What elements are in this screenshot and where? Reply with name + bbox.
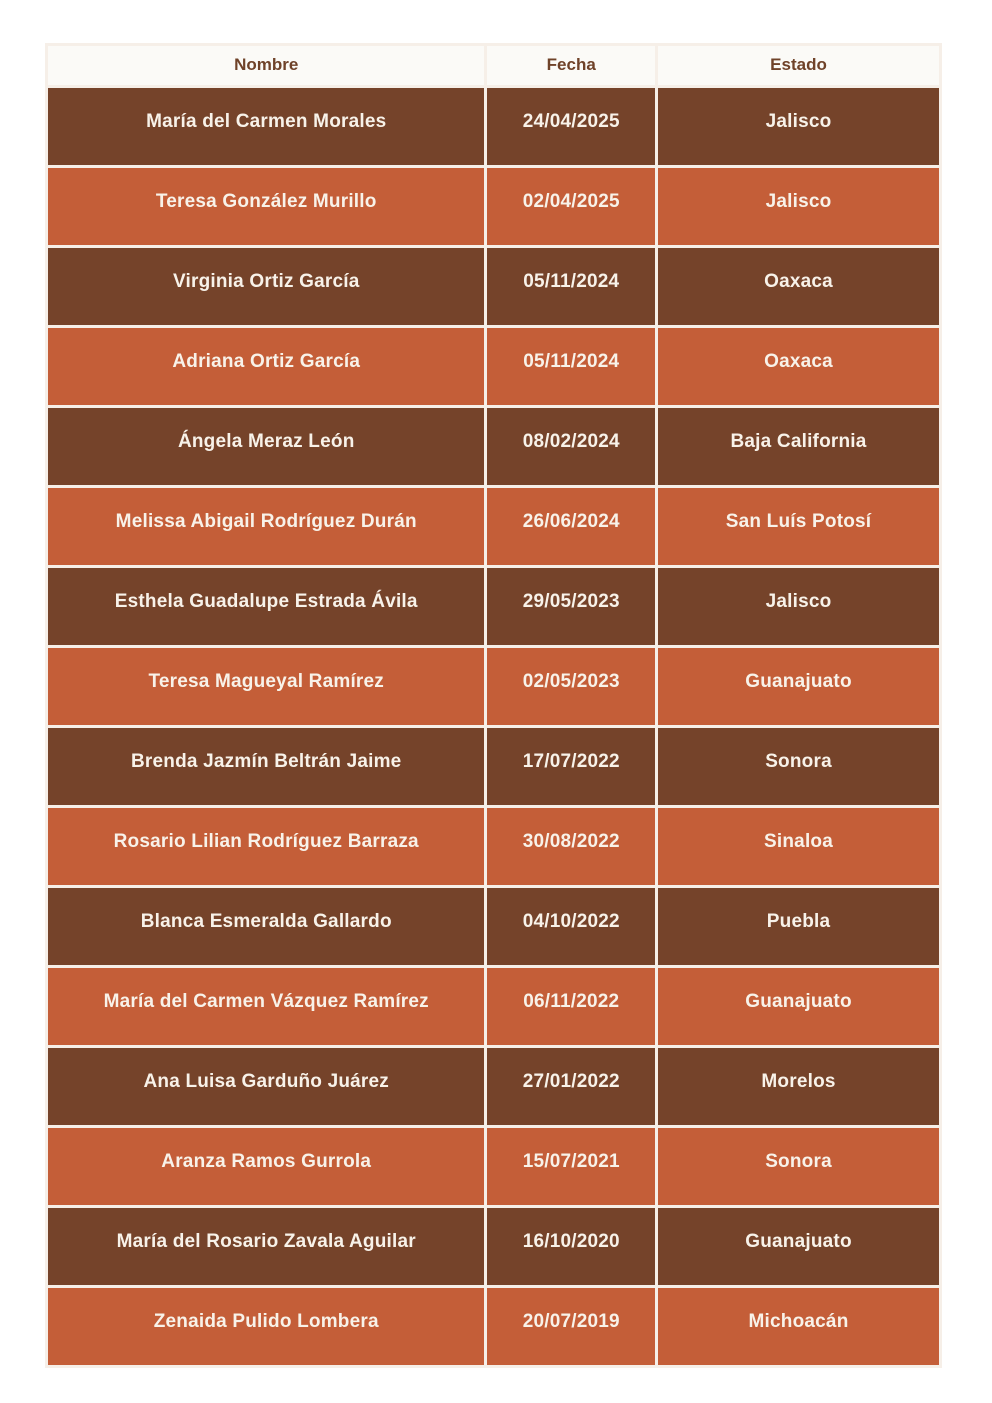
table-row bbox=[48, 88, 939, 165]
nombre-cell: Melissa Abigail Rodríguez Durán bbox=[48, 488, 484, 565]
nombre-cell: María del Carmen Vázquez Ramírez bbox=[48, 968, 484, 1045]
estado-cell: Jalisco bbox=[658, 88, 939, 165]
nombre-cell: María del Carmen Morales bbox=[48, 88, 484, 165]
estado-cell: Oaxaca bbox=[658, 328, 939, 405]
nombre-cell: Zenaida Pulido Lombera bbox=[48, 1288, 484, 1365]
table-row bbox=[48, 1128, 939, 1205]
estado-cell: Sonora bbox=[658, 728, 939, 805]
table-row bbox=[48, 1048, 939, 1125]
estado-cell: Baja California bbox=[658, 408, 939, 485]
estado-cell: Guanajuato bbox=[658, 1208, 939, 1285]
table-row bbox=[48, 568, 939, 645]
table-row bbox=[48, 968, 939, 1045]
table-body bbox=[48, 88, 939, 1365]
estado-cell: Puebla bbox=[658, 888, 939, 965]
estado-cell: Morelos bbox=[658, 1048, 939, 1125]
nombre-cell: Esthela Guadalupe Estrada Ávila bbox=[48, 568, 484, 645]
nombre-cell: María del Rosario Zavala Aguilar bbox=[48, 1208, 484, 1285]
fecha-cell: 30/08/2022 bbox=[487, 808, 655, 885]
column-header-fecha: Fecha bbox=[487, 46, 655, 85]
fecha-cell: 05/11/2024 bbox=[487, 328, 655, 405]
fecha-cell: 05/11/2024 bbox=[487, 248, 655, 325]
estado-cell: Oaxaca bbox=[658, 248, 939, 325]
fecha-cell: 02/04/2025 bbox=[487, 168, 655, 245]
nombre-cell: Ana Luisa Garduño Juárez bbox=[48, 1048, 484, 1125]
table-row bbox=[48, 1288, 939, 1365]
records-table bbox=[45, 43, 942, 1368]
fecha-cell: 20/07/2019 bbox=[487, 1288, 655, 1365]
fecha-cell: 02/05/2023 bbox=[487, 648, 655, 725]
estado-cell: Jalisco bbox=[658, 168, 939, 245]
fecha-cell: 06/11/2022 bbox=[487, 968, 655, 1045]
estado-cell: Jalisco bbox=[658, 568, 939, 645]
fecha-cell: 17/07/2022 bbox=[487, 728, 655, 805]
table-row bbox=[48, 648, 939, 725]
nombre-cell: Teresa González Murillo bbox=[48, 168, 484, 245]
fecha-cell: 29/05/2023 bbox=[487, 568, 655, 645]
estado-cell: Sinaloa bbox=[658, 808, 939, 885]
estado-cell: Guanajuato bbox=[658, 968, 939, 1045]
column-header-estado: Estado bbox=[658, 46, 939, 85]
fecha-cell: 26/06/2024 bbox=[487, 488, 655, 565]
column-header-nombre: Nombre bbox=[48, 46, 484, 85]
table-row bbox=[48, 728, 939, 805]
nombre-cell: Adriana Ortiz García bbox=[48, 328, 484, 405]
fecha-cell: 08/02/2024 bbox=[487, 408, 655, 485]
estado-cell: San Luís Potosí bbox=[658, 488, 939, 565]
records-table-container bbox=[45, 43, 942, 1368]
nombre-cell: Rosario Lilian Rodríguez Barraza bbox=[48, 808, 484, 885]
fecha-cell: 04/10/2022 bbox=[487, 888, 655, 965]
table-row bbox=[48, 808, 939, 885]
header-row bbox=[48, 46, 939, 85]
fecha-cell: 15/07/2021 bbox=[487, 1128, 655, 1205]
table-row bbox=[48, 248, 939, 325]
nombre-cell: Brenda Jazmín Beltrán Jaime bbox=[48, 728, 484, 805]
estado-cell: Sonora bbox=[658, 1128, 939, 1205]
table-row bbox=[48, 328, 939, 405]
nombre-cell: Virginia Ortiz García bbox=[48, 248, 484, 325]
table-row bbox=[48, 488, 939, 565]
estado-cell: Michoacán bbox=[658, 1288, 939, 1365]
nombre-cell: Teresa Magueyal Ramírez bbox=[48, 648, 484, 725]
nombre-cell: Aranza Ramos Gurrola bbox=[48, 1128, 484, 1205]
fecha-cell: 16/10/2020 bbox=[487, 1208, 655, 1285]
table-row bbox=[48, 1208, 939, 1285]
fecha-cell: 27/01/2022 bbox=[487, 1048, 655, 1125]
nombre-cell: Blanca Esmeralda Gallardo bbox=[48, 888, 484, 965]
estado-cell: Guanajuato bbox=[658, 648, 939, 725]
table-row bbox=[48, 168, 939, 245]
table-row bbox=[48, 408, 939, 485]
nombre-cell: Ángela Meraz León bbox=[48, 408, 484, 485]
table-row bbox=[48, 888, 939, 965]
fecha-cell: 24/04/2025 bbox=[487, 88, 655, 165]
